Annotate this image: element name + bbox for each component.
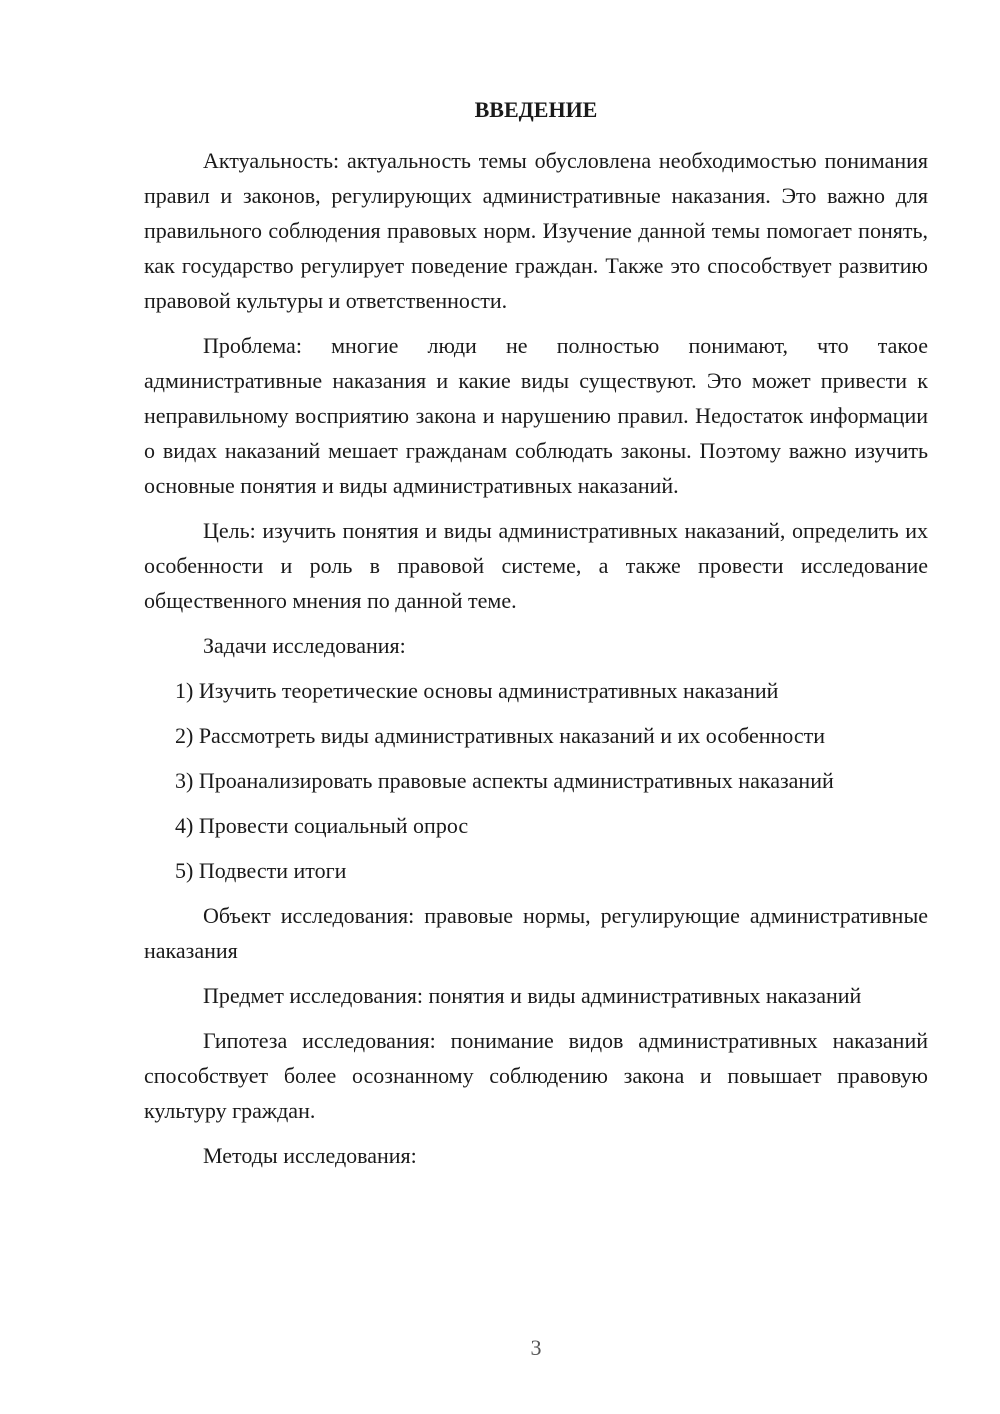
paragraph-problem: Проблема: многие люди не полностью понимают, что такое административные наказания и какие виды существуют. Это может привести к неправильному восприятию закона и нарушению правил. Недостаток информации о видах наказаний мешает гражданам соблюдать законы. Поэтому важно изучить основные понятия и виды административных наказаний. [144,333,928,498]
section-title: ВВЕДЕНИЕ [474,97,598,122]
task-item: 3) Проанализировать правовые аспекты административных наказаний [175,768,834,793]
paragraph-goal: Цель: изучить понятия и виды административных наказаний, определить их особенности и роль в правовой системе, а также провести исследование общественного мнения по данной теме. [144,518,928,613]
methods-heading: Методы исследования: [203,1143,417,1168]
tasks-heading: Задачи исследования: [203,633,406,658]
paragraph-subject: Предмет исследования: понятия и виды административных наказаний [203,983,862,1008]
task-item: 4) Провести социальный опрос [175,813,469,838]
task-item: 2) Рассмотреть виды административных наказаний и их особенности [175,723,825,748]
document-page [144,95,928,1183]
task-item: 1) Изучить теоретические основы административных наказаний [175,678,779,703]
task-item: 5) Подвести итоги [175,858,347,883]
paragraph-relevance: Актуальность: актуальность темы обусловлена необходимостью понимания правил и законов, регулирующих административные наказания. Это важно для правильного соблюдения правовых норм. Изучение данной темы помогает понять, как государство регулирует поведение граждан. Также это способствует развитию правовой культуры и ответственности. [144,148,928,313]
page-number: 3 [530,1335,542,1360]
paragraph-object: Объект исследования: правовые нормы, регулирующие административные наказания [144,903,928,963]
paragraph-hypothesis: Гипотеза исследования: понимание видов административных наказаний способствует более осознанному соблюдению закона и повышает правовую культуру граждан. [144,1028,928,1123]
